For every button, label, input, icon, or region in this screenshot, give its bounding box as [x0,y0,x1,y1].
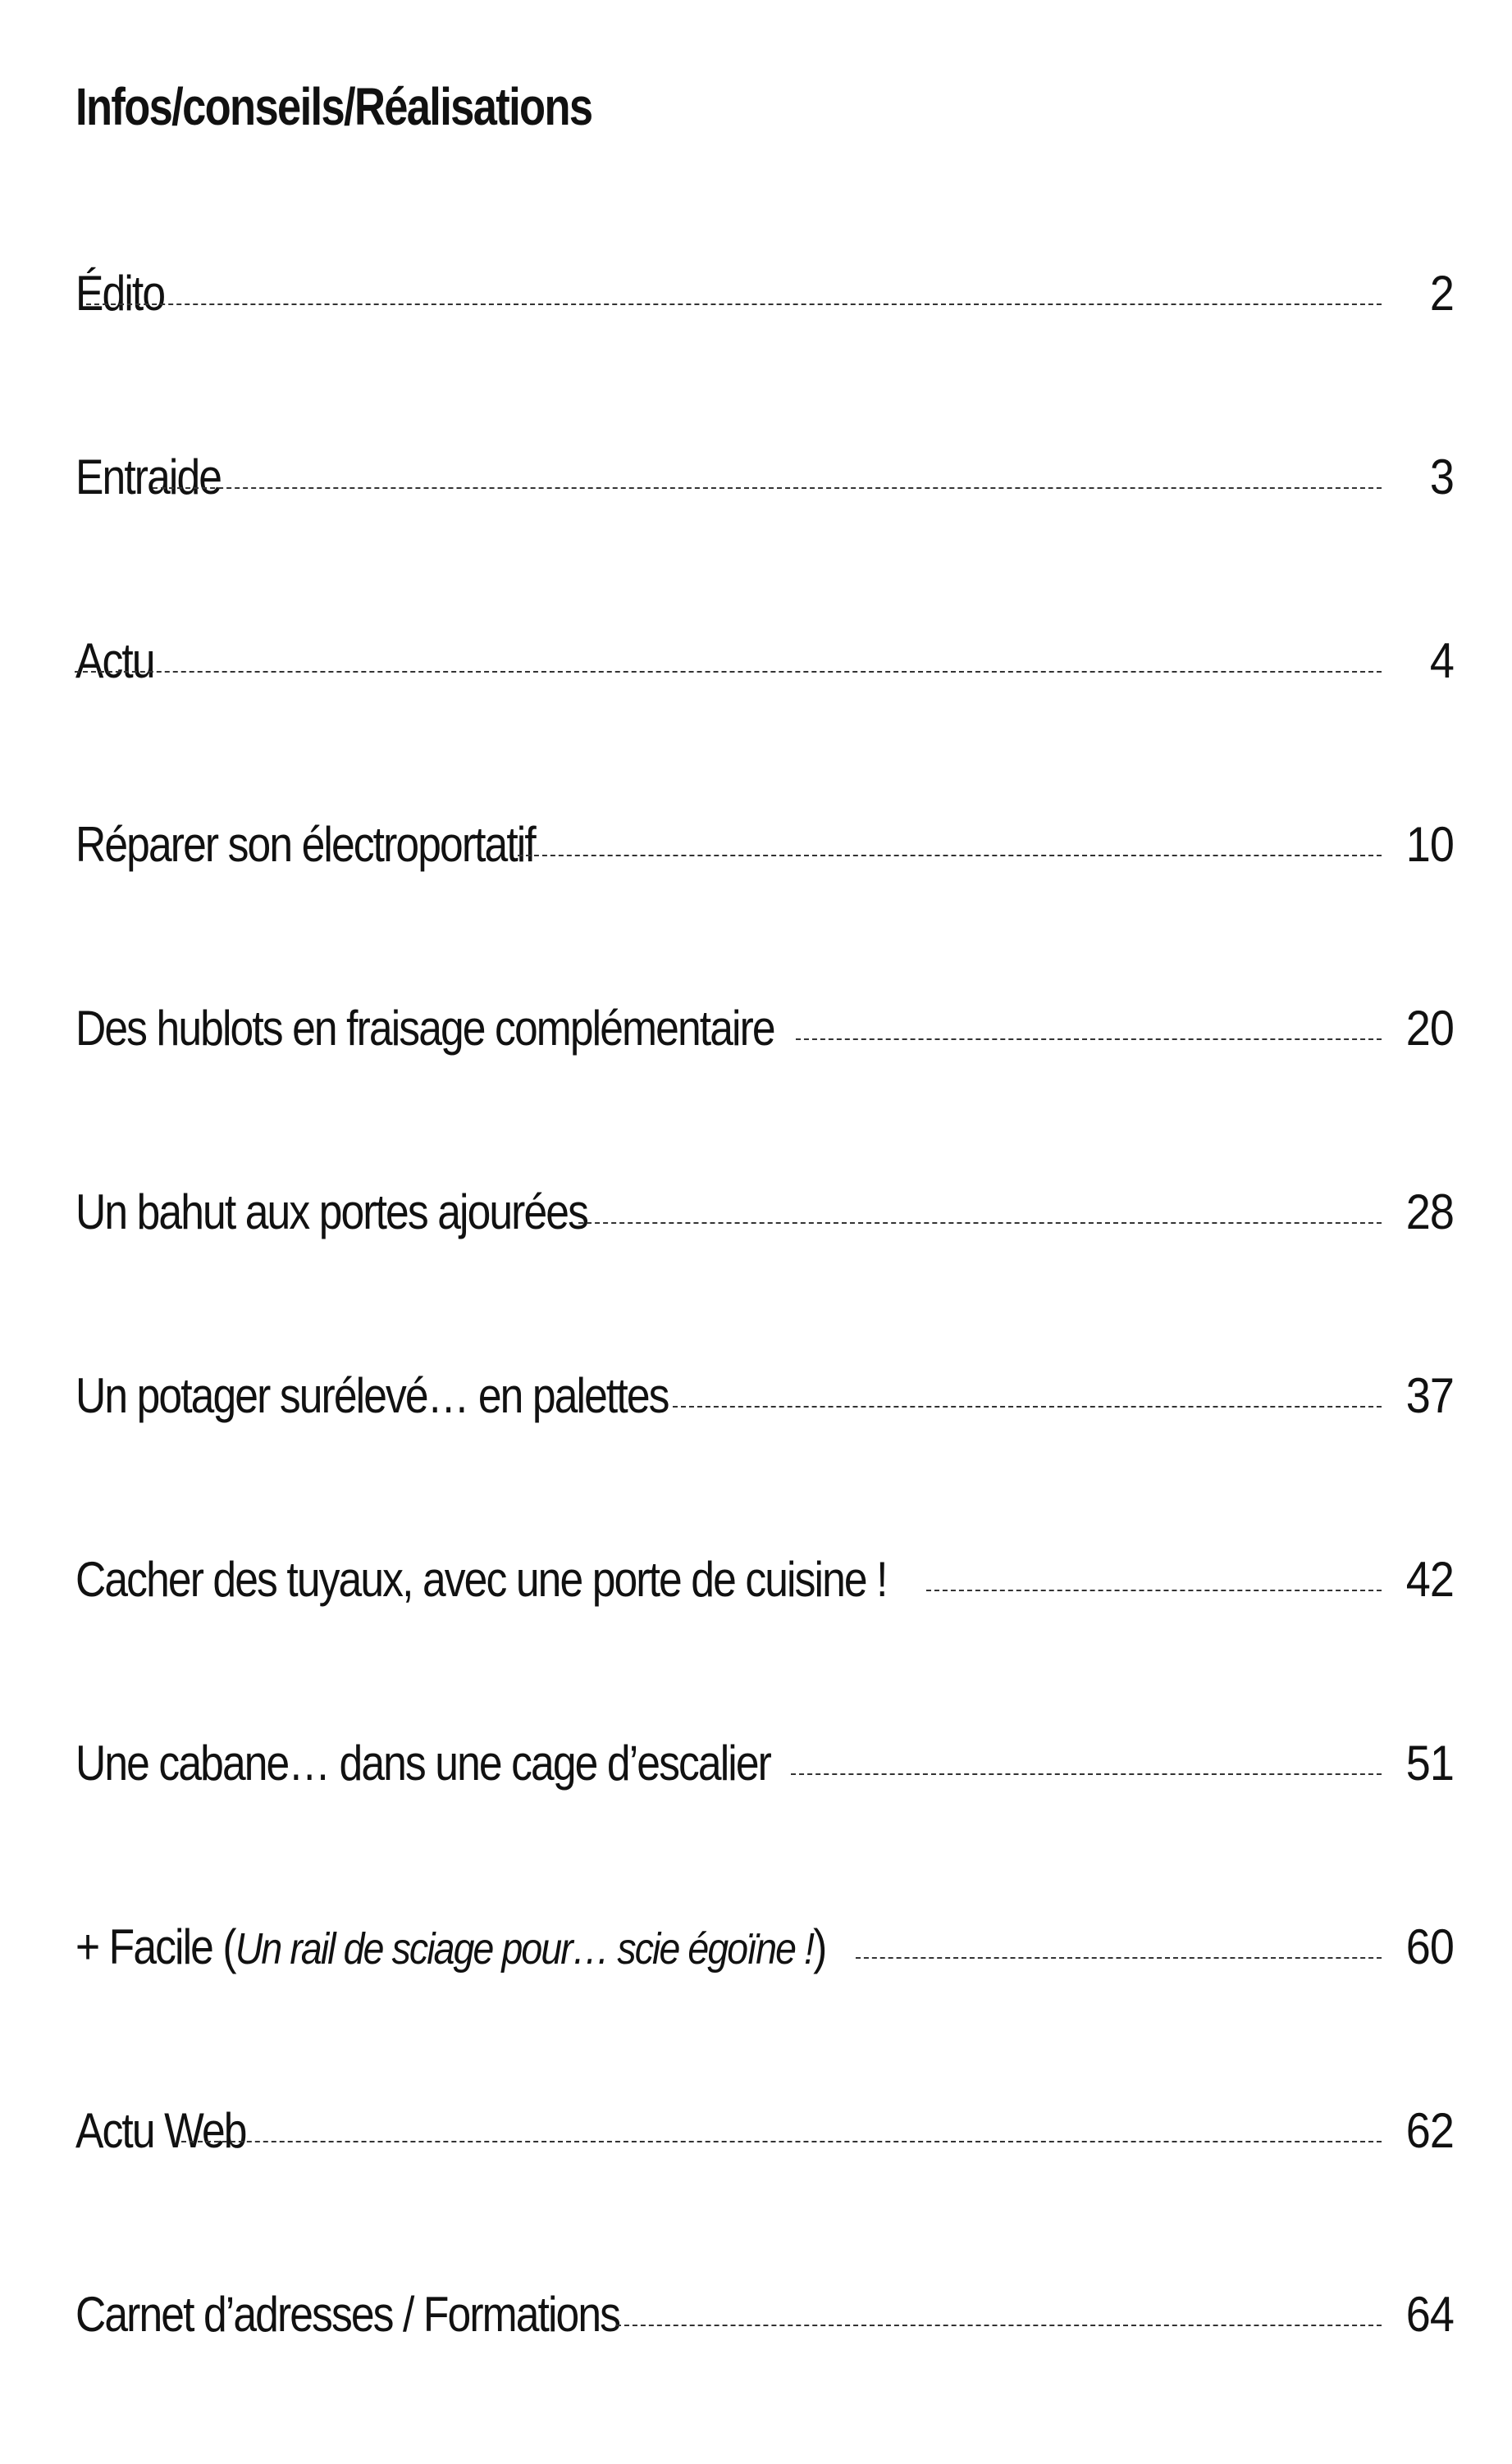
toc-entry-plus-facile[interactable] [75,1913,1454,2097]
toc-entry-cacher-tuyaux[interactable] [75,1545,1454,1729]
toc-entry-actu-web[interactable] [75,2097,1454,2280]
toc-entry-title: Un potager surélevé… en palettes [75,1368,669,1423]
toc-entry-title-suffix: ) [813,1919,826,1974]
dotted-leader [926,1590,1382,1591]
dotted-leader [153,487,1382,489]
toc-entry-carnet-adresses[interactable] [75,2280,1454,2464]
toc-entry-title: Une cabane… dans une cage d’escalier [75,1736,770,1791]
toc-entry-page: 60 [1405,1919,1454,1974]
dotted-leader [578,1222,1382,1224]
toc-entry-title: Cacher des tuyaux, avec une porte de cuisine ! [75,1552,887,1607]
toc-entry-actu[interactable] [75,627,1454,810]
toc-entry-edito[interactable] [75,259,1454,443]
toc-entry-title [75,1913,825,1983]
toc-entry-page: 62 [1405,2103,1454,2158]
toc-entry-title: Actu [75,633,154,688]
toc-entry-page: 42 [1405,1552,1454,1607]
toc-entry-entraide[interactable] [75,443,1454,627]
toc-entry-page: 51 [1405,1736,1454,1791]
section-heading: Infos/conseils/Réalisations [75,77,592,136]
toc-entry-title-italic: Un rail de sciage pour… scie égoïne ! [235,1924,814,1973]
toc-entry-title-prefix: + Facile ( [75,1919,235,1974]
toc-entry-hublots[interactable] [75,994,1454,1178]
toc-list [75,259,1454,2464]
toc-entry-potager[interactable] [75,1362,1454,1545]
dotted-leader [86,303,1382,305]
toc-entry-title: Un bahut aux portes ajourées [75,1184,587,1239]
toc-entry-title: Entraide [75,449,222,504]
toc-entry-title: Des hublots en fraisage complémentaire [75,1001,774,1056]
dotted-leader [616,2325,1382,2326]
toc-entry-page: 64 [1405,2287,1454,2342]
toc-entry-page: 28 [1405,1184,1454,1239]
toc-entry-page: 37 [1405,1368,1454,1423]
toc-entry-page: 20 [1405,1001,1454,1056]
dotted-leader [518,855,1382,856]
dotted-leader [673,1406,1382,1408]
toc-entry-cabane[interactable] [75,1729,1454,1913]
toc-entry-title: Carnet d’adresses / Formations [75,2287,620,2342]
toc-entry-page: 3 [1429,449,1454,504]
dotted-leader [791,1773,1382,1775]
toc-entry-title: Édito [75,266,165,321]
dotted-leader [75,671,1382,673]
dotted-leader [181,2141,1382,2142]
toc-entry-title: Réparer son électroportatif [75,817,535,872]
toc-entry-bahut[interactable] [75,1178,1454,1362]
toc-entry-reparer-electroportatif[interactable] [75,810,1454,994]
toc-entry-page: 10 [1405,817,1454,872]
dotted-leader [856,1957,1382,1959]
dotted-leader [796,1038,1382,1040]
toc-entry-page: 4 [1429,633,1454,688]
toc-entry-page: 2 [1429,266,1454,321]
toc-entry-title: Actu Web [75,2103,246,2158]
